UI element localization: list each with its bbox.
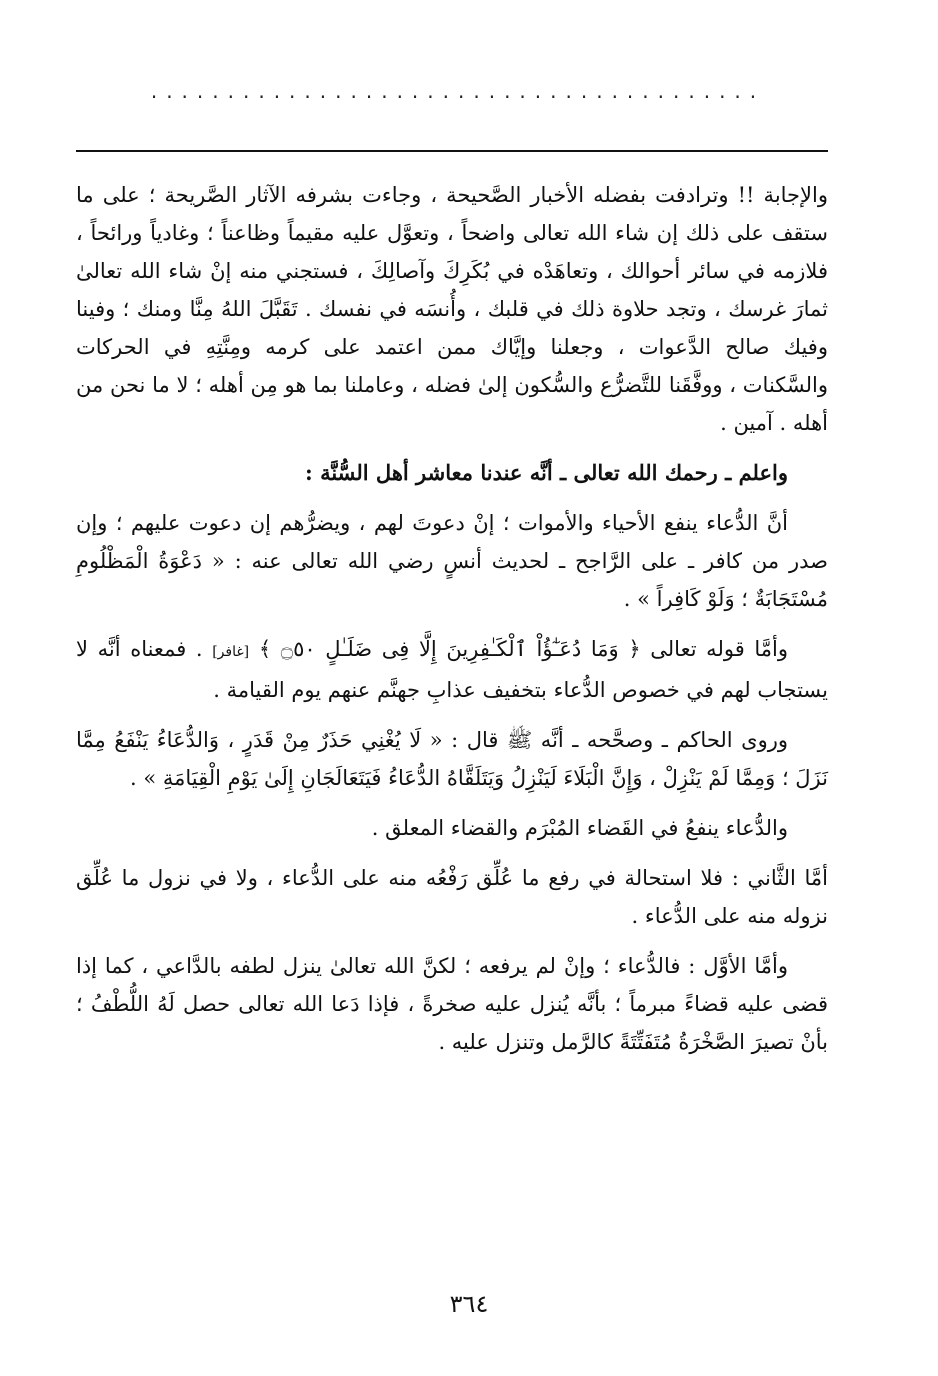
page-number: ٣٦٤ <box>449 1290 489 1318</box>
quran-verse: وأمَّا قوله تعالى ﴿ وَمَا دُعَـٰٓؤُاْ ٱلْكَـٰفِرِينَ إِلَّا فِى ضَلَـٰلٍ ۝٥٠ ﴾ <box>258 637 788 661</box>
quran-reference: [غافر] <box>212 644 250 660</box>
header-dotted-line: ........................................ <box>150 84 766 98</box>
paragraph-7: أمَّا الثَّاني : فلا استحالة في رفع ما عُلِّق رَفْعُه منه على الدُّعاء ، ولا في نزول ما عُلِّق نزوله منه على الدُّعاء . <box>76 866 828 928</box>
paragraph-1: والإجابة !! وترادفت بفضله الأخبار الصَّحيحة ، وجاءت بشرفه الآثار الصَّريحة ؛ على ما ستقف على ذلك إن شاء الله تعالى واضحاً ، وتعوَّل عليه مقيماً وظاعناً ؛ وغادياً ورائحاً ، فلازمه في سائر أحوالك ، وتعاهَدْه في بُكَرِكَ وآصالِكَ ، فستجني منه إنْ شاء الله تعالىٰ ثمارَ غرسك ، وتجد حلاوة ذلك في قلبك ، وأُنسَه في نفسك . تَقَبَّلَ اللهُ مِنَّا ومنك ؛ وفينا وفيك صالح الدَّعوات ، وجعلنا وإيَّاك ممن اعتمد على كرمه ومِنَّتِهِ في الحركات والسَّكنات ، ووفَّقَنا للتَّضرُّع والسُّكون إلىٰ فضله ، وعاملنا بما هو مِن أهله ؛ لا ما نحن من أهله . آمين . <box>76 183 828 435</box>
page-body <box>76 176 828 1073</box>
paragraph-8: وأمَّا الأوَّل : فالدُّعاء ؛ وإنْ لم يرفعه ؛ لكنَّ الله تعالىٰ ينزل لطفه بالدَّاعي ، كما إذا قضى عليه قضاءً مبرماً ؛ بأنَّه يُنزل عليه صخرةً ، فإذا دَعا الله تعالى حصل لَهُ اللُّطْفُ ؛ بأنْ تصيرَ الصَّخْرَةُ مُتَفَتِّتَةً كالرَّمل وتنزل عليه . <box>76 954 828 1054</box>
paragraph-5: وروى الحاكم ـ وصحَّحه ـ أنَّه ﷺ قال : « لَا يُغْنِي حَذَرٌ مِنْ قَدَرٍ ، وَالدُّعَاءُ يَنْفَعُ مِمَّا نَزَلَ ؛ وَمِمَّا لَمْ يَنْزِلْ ، وَإِنَّ الْبَلَاءَ لَيَنْزِلُ وَيَتَلَقَّاهُ الدُّعَاءُ فَيَتَعَالَجَانِ إِلَىٰ يَوْمِ الْقِيَامَةِ » . <box>76 728 828 790</box>
header-rule <box>76 150 828 152</box>
paragraph-6: والدُّعاء ينفعُ في القَضاء المُبْرَم والقضاء المعلق . <box>371 816 788 840</box>
paragraph-4-continuation: . فمعناه أنَّه لا يستجاب لهم في خصوص الدُّعاء بتخفيف عذابِ جهنَّم عنهم يوم القيامة . <box>76 637 828 702</box>
paragraph-2: واعلم ـ رحمك الله تعالى ـ أنَّه عندنا معاشر أهل السُّنَّة : <box>305 460 788 485</box>
paragraph-3: أنَّ الدُّعاء ينفع الأحياء والأموات ؛ إنْ دعوتَ لهم ، ويضرُّهم إن دعوت عليهم ؛ وإن صدر من كافر ـ على الرَّاجح ـ لحديث أنسٍ رضي الله تعالى عنه : « دَعْوَةُ الْمَظْلُومِ مُسْتَجَابَةٌ ؛ وَلَوْ كَافِراً » . <box>76 511 828 611</box>
paragraph-4 <box>76 630 828 709</box>
